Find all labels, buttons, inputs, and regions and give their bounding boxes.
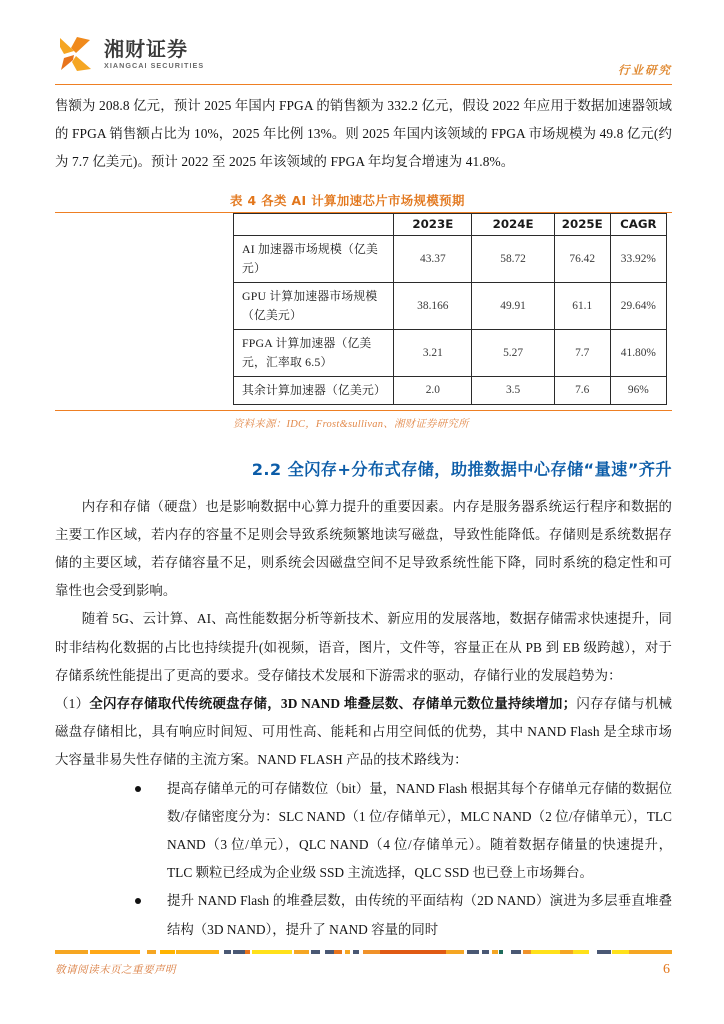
- section-number: 2.2: [251, 459, 282, 479]
- row-value: 7.7: [554, 329, 610, 376]
- paragraph-trend-1: [55, 690, 672, 775]
- footer-bar-segment: [311, 950, 320, 954]
- footer-bar-segment: [589, 950, 597, 954]
- footer-bar-segment: [325, 950, 335, 954]
- paragraph-continued: 售额为 208.8 亿元，预计 2025 年国内 FPGA 的销售额为 332.2 亿元，假设 2022 年应用于数据加速器领域的 FPGA 销售额占比为 10%，2025 年比例 13%。则 2025 年国内该领域的 FPGA 市场规模为 49.8 亿元(约为 7.7 亿美元)。预计 2022 至 2025 年该领域的 FPGA 年均复合增速为 41.8%。: [55, 98, 672, 170]
- table-header-row: [234, 213, 667, 235]
- row-label: GPU 计算加速器市场规模（亿美元）: [234, 282, 394, 329]
- nand-flash-bullet-list: [55, 775, 672, 944]
- footer-bar-segment: [523, 950, 531, 954]
- footer-decorative-bar: [55, 950, 672, 954]
- trend-bold-lead: 全闪存存储取代传统硬盘存储，3D NAND 堆叠层数、存储单元数位量持续增加；: [89, 696, 577, 712]
- table-header-cell-3: 2025E: [554, 213, 610, 235]
- row-label: FPGA 计算加速器（亿美元，汇率取 6.5）: [234, 329, 394, 376]
- page-footer: [0, 944, 724, 1024]
- row-value: 33.92%: [610, 235, 666, 282]
- footer-bar-segment: [503, 950, 510, 954]
- row-value: 61.1: [554, 282, 610, 329]
- logo-english-name: XIANGCAI SECURITIES: [104, 60, 205, 70]
- table-header-cell-1: 2023E: [394, 213, 472, 235]
- logo-chinese-name: 湘财证券: [104, 36, 188, 61]
- table-header-cell-4: CAGR: [610, 213, 666, 235]
- footer-bar-segment: [482, 950, 489, 954]
- paragraph-trends-intro: 随着 5G、云计算、AI、高性能数据分析等新技术、新应用的发展落地，数据存储需求快速提升，同时非结构化数据的占比也持续提升(如视频，语音，图片，文件等，容量正在从 PB 到 EB 级跨越），对于存储系统性能提出了更高的要求。受存储技术发展和下游需求的驱动，存储行业的发展趋势为：: [55, 611, 672, 683]
- trend-rest: 闪存存储与机械磁盘存储相比，具有响应时间短、可用性高、能耗和占用空间低的优势，其中 NAND Flash 是全球市场大容量非易失性存储的主流方案。NAND FLASH 产品的技术路线为：: [55, 696, 673, 768]
- table-header-cell-0: [234, 213, 394, 235]
- header-divider: [55, 84, 672, 85]
- row-label: 其余计算加速器（亿美元）: [234, 376, 394, 404]
- table-row: [234, 329, 667, 376]
- trend-number: （1）: [55, 696, 90, 712]
- footer-bar-segment: [55, 950, 88, 954]
- footer-bar-segment: [467, 950, 479, 954]
- bullet-dot-icon: [135, 786, 141, 792]
- row-value: 96%: [610, 376, 666, 404]
- list-item: [55, 887, 672, 943]
- footer-bar-segment: [511, 950, 521, 954]
- footer-bar-segment: [160, 950, 175, 954]
- row-value: 5.27: [472, 329, 554, 376]
- footer-bar-segment: [363, 950, 379, 954]
- footer-bar-segment: [90, 950, 139, 954]
- footer-bar-segment: [140, 950, 147, 954]
- row-value: 58.72: [472, 235, 554, 282]
- footer-bar-segment: [147, 950, 157, 954]
- row-value: 2.0: [394, 376, 472, 404]
- bullet-dot-icon: [135, 898, 141, 904]
- row-value: 41.80%: [610, 329, 666, 376]
- row-value: 49.91: [472, 282, 554, 329]
- footer-bar-segment: [531, 950, 559, 954]
- page-header: [0, 0, 724, 86]
- paragraph-memory-storage: 内存和存储（硬盘）也是影响数据中心算力提升的重要因素。内存是服务器系统运行程序和数据的主要工作区域，若内存的容量不足则会导致系统频繁地读写磁盘，导致性能降低。存储则是系统数据存储的主要区域，若存储容量不足，则系统会因磁盘空间不足导致系统性能下降，同时系统的稳定性和可靠性也会受到影响。: [55, 498, 672, 599]
- footer-bar-segment: [252, 950, 292, 954]
- table-source-note: 资料来源：IDC，Frost&sullivan、湘财证券研究所: [233, 418, 469, 430]
- row-value: 38.166: [394, 282, 472, 329]
- row-value: 3.5: [472, 376, 554, 404]
- footer-bar-segment: [353, 950, 360, 954]
- footer-bar-segment: [560, 950, 573, 954]
- footer-bar-segment: [176, 950, 219, 954]
- footer-bar-segment: [612, 950, 628, 954]
- list-item: [55, 775, 672, 888]
- page-number: 6: [663, 962, 670, 977]
- table-header-cell-2: 2024E: [472, 213, 554, 235]
- footer-bar-segment: [597, 950, 610, 954]
- list-item-text: 提高存储单元的可存储数位（bit）量，NAND Flash 根据其每个存储单元存储的数据位数/存储密度分为：SLC NAND（1 位/存储单元），MLC NAND（2 位/存储单元），TLC NAND（3 位/单元），QLC NAND（4 位/存储单元）。随着数据存储量的快速提升，TLC 颗粒已经成为企业级 SSD 主流选择，QLC SSD 也已登上市场舞台。: [167, 780, 672, 881]
- footer-bar-segment: [233, 950, 245, 954]
- row-value: 3.21: [394, 329, 472, 376]
- row-value: 29.64%: [610, 282, 666, 329]
- header-category-label: 行业研究: [618, 65, 672, 77]
- list-item-text: 提升 NAND Flash 的堆叠层数，由传统的平面结构（2D NAND）演进为多层垂直堆叠结构（3D NAND），提升了 NAND 容量的同时: [167, 893, 672, 937]
- xiangcai-butterfly-logo-icon: [55, 34, 95, 74]
- footer-bar-segment: [380, 950, 446, 954]
- footer-bar-segment: [334, 950, 341, 954]
- table-row: [234, 376, 667, 404]
- row-value: 76.42: [554, 235, 610, 282]
- footer-bar-segment: [446, 950, 464, 954]
- row-value: 7.6: [554, 376, 610, 404]
- table-caption: 表 4 各类 AI 计算加速芯片市场规模预期: [230, 192, 465, 208]
- table-row: [234, 282, 667, 329]
- section-title-text: 全闪存+分布式存储，助推数据中心存储“量速”齐升: [287, 459, 672, 479]
- section-heading: [55, 456, 672, 480]
- footer-bar-segment: [573, 950, 589, 954]
- footer-bar-segment: [294, 950, 309, 954]
- footer-disclaimer: 敬请阅读末页之重要声明: [55, 965, 176, 976]
- ai-accelerator-market-table: [233, 213, 667, 405]
- row-label: AI 加速器市场规模（亿美元）: [234, 235, 394, 282]
- company-logo: [55, 34, 204, 74]
- table-row: [234, 235, 667, 282]
- table-block: [55, 191, 672, 430]
- page-content: [55, 92, 672, 944]
- footer-bar-segment: [629, 950, 672, 954]
- row-value: 43.37: [394, 235, 472, 282]
- footer-bar-segment: [224, 950, 231, 954]
